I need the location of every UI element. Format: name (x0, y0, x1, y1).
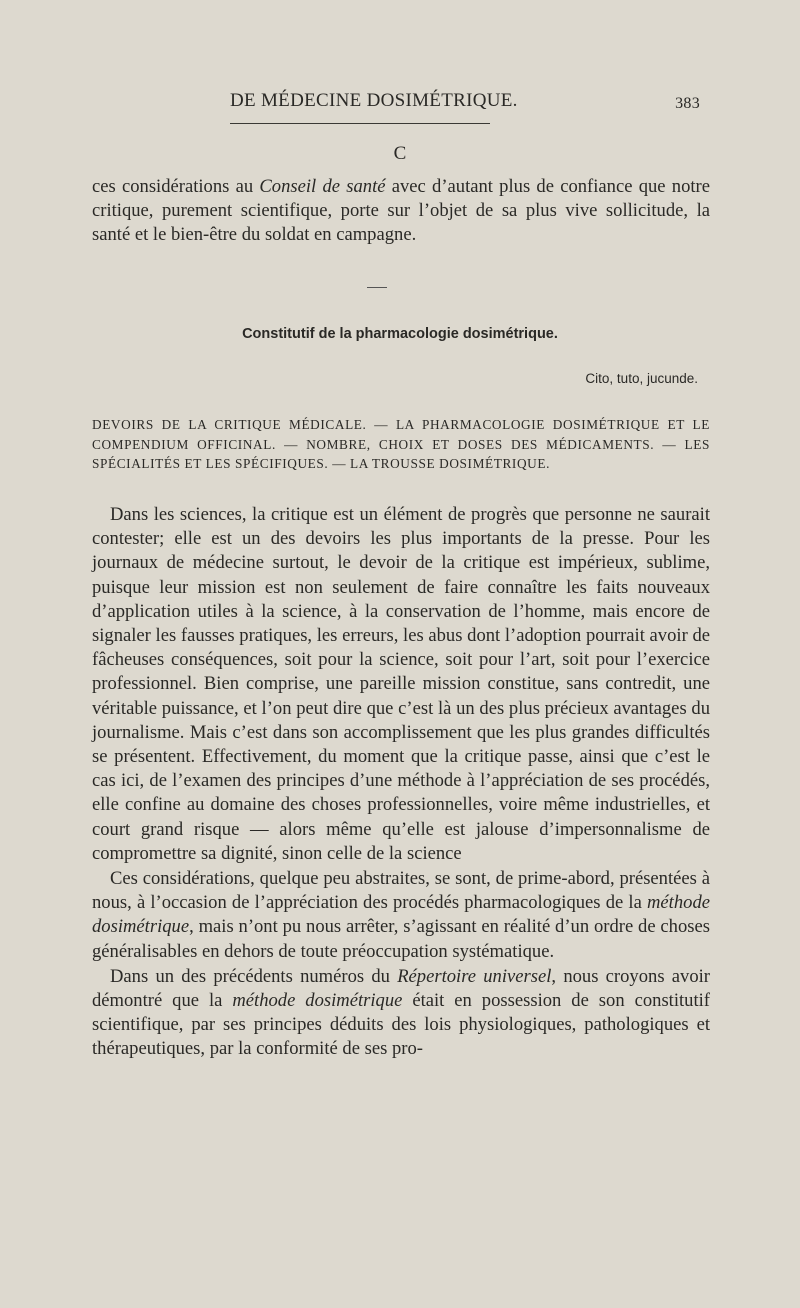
p3-italic-1: Répertoire universel (397, 965, 552, 987)
chapter-summary: DEVOIRS DE LA CRITIQUE MÉDICALE. — LA PHARMACOLOGIE DOSIMÉTRIQUE ET LE COMPENDIUM OFFICINAL. — NOMBRE, CHOIX ET DOSES DES MÉDICAMENTS. — LES SPÉCIALITÉS ET LES SPÉCIFIQUES. — LA TROUSSE DOSIMÉTRIQUE. (92, 417, 710, 471)
epigraph: Cito, tuto, jucunde. (585, 371, 698, 386)
paragraph-1: Dans les sciences, la critique est un élément de progrès que personne ne saurait contester; elle est un des devoirs les plus importants de la presse. Pour les journaux de médecine surtout, le devoir de la critique est impérieux, sublime, puisque leur mission est non seulement de faire connaître les faits nouveaux d’application utiles à la science, à la conservation de l’homme, mais encore de signaler les fausses pratiques, les erreurs, les abus dont l’adoption pourrait avoir de fâcheuses conséquences, soit pour la science, soit pour l’art, soit pour l’exercice professionnel. Bien comprise, une pareille mission constitue, sans contredit, une véritable puissance, et l’on peut dire que c’est là un des plus précieux avantages du journalisme. Mais c’est dans son accomplissement que les plus grandes difficultés se présentent. Effectivement, du moment que la critique passe, ainsi que c’est le cas ici, de l’examen des principes d’une méthode à l’appréciation de ses procédés, elle confine au domaine des choses professionnelles, voire même industrielles, et court grand risque — alors même qu’elle est jalouse d’impersonnalisme de compromettre sa dignité, sinon celle de la science (92, 504, 710, 864)
p2-text-before: Ces considérations, quelque peu abstraites, se sont, de prime-abord, présentées à nous, à l’occasion de l’appréciation des procédés pharmacologiques de la (92, 868, 710, 914)
p3-text-middle: , nous croyons avoir démontré que la (92, 965, 711, 1012)
intro-italic: Conseil de santé (259, 176, 386, 197)
intro-text-after: avec d’autant plus de confiance que notre critique, purement scientifique, porte sur l’objet de sa plus vive sollicitude, la santé et le bien-être du soldat en campagne. (92, 176, 710, 246)
page-number: 383 (675, 95, 700, 112)
intro-paragraph (92, 175, 710, 248)
paragraph-3 (92, 965, 710, 1062)
p2-italic: méthode dosimétrique (92, 892, 710, 938)
p3-italic-2: méthode dosimétrique (232, 990, 403, 1012)
running-title: DE MÉDECINE DOSIMÉTRIQUE. (230, 90, 518, 111)
paragraph-2 (92, 867, 710, 964)
section-title: Constitutif de la pharmacologie dosimétrique. (242, 326, 558, 342)
main-text (92, 503, 710, 1062)
p2-text-after: , mais n’ont pu nous arrêter, s’agissant en réalité d’un ordre de choses généralisables en dehors de toute préoccupation systématique. (92, 916, 710, 962)
p3-text-after: était en possession de son constitutif scientifique, par ses principes déduits des lois physiologiques, pathologiques et thérapeutiques, par la conformité de ses pro- (92, 990, 710, 1060)
separator-rule (367, 287, 387, 288)
section-letter: C (393, 143, 407, 164)
p3-text-before: Dans un des précédents numéros du (110, 965, 398, 987)
header-rule (230, 123, 490, 124)
intro-text-before: ces considérations au (92, 176, 260, 197)
